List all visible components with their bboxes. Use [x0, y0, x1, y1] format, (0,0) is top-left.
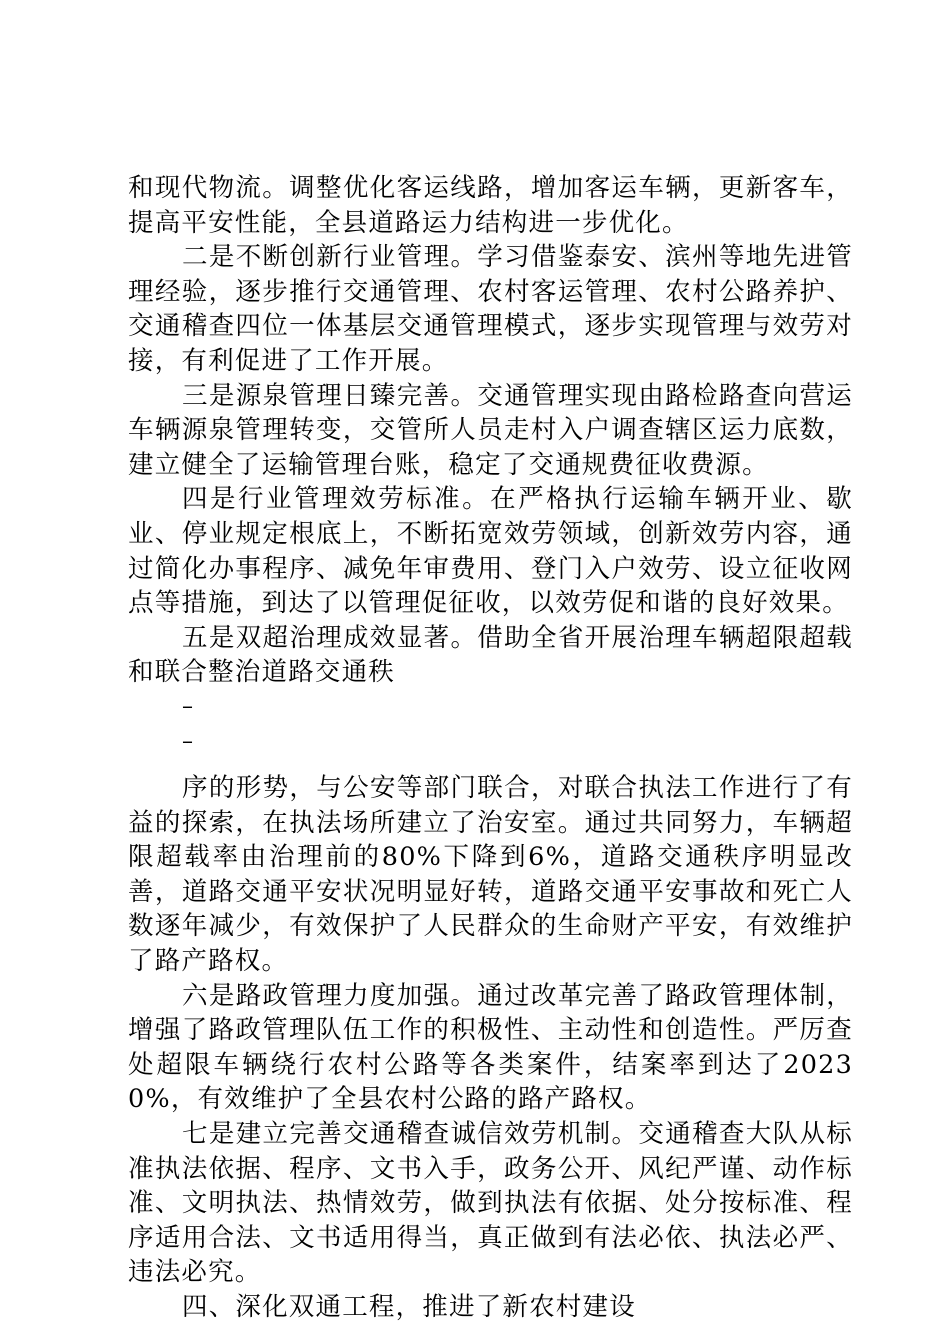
- paragraph-source-management: 三是源泉管理日臻完善。交通管理实现由路检路查向营运车辆源泉管理转变，交管所人员走村入户调查辖区运力底数，建立健全了运输管理台账，稳定了交通规费征收费源。: [128, 380, 853, 480]
- document-body: [128, 171, 853, 1325]
- page-break-mark: –: [182, 728, 193, 754]
- section-heading-dual-access-project: 四、深化双通工程，推进了新农村建设: [182, 1292, 636, 1322]
- paragraph-industry-management-innovation: 二是不断创新行业管理。学习借鉴泰安、滨州等地先进管理经验，逐步推行交通管理、农村客运管理、农村公路养护、交通稽查四位一体基层交通管理模式，逐步实现管理与效劳对接，有利促进了工作开展。: [128, 242, 853, 376]
- page-break-mark: –: [182, 693, 193, 719]
- paragraph-joint-enforcement: 序的形势，与公安等部门联合，对联合执法工作进行了有益的探索，在执法场所建立了治安室。通过共同努力，车辆超限超载率由治理前的80%下降到6%，道路交通秩序明显改善，道路交通平安状况明显好转，道路交通平安事故和死亡人数逐年减少，有效保护了人民群众的生命财产平安，有效维护了路产路权。: [128, 773, 853, 977]
- paragraph-service-standard: 四是行业管理效劳标准。在严格执行运输车辆开业、歇业、停业规定根底上，不断拓宽效劳领域，创新效劳内容，通过简化办事程序、减免年审费用、登门入户效劳、设立征收网点等措施，到达了以管理促征收，以效劳促和谐的良好效果。: [128, 484, 853, 619]
- paragraph-overload-governance: 五是双超治理成效显著。借助全省开展治理车辆超限超载和联合整治道路交通秩: [128, 622, 853, 688]
- paragraph-modern-logistics: 和现代物流。调整优化客运线路，增加客运车辆，更新客车，提高平安性能，全县道路运力结构进一步优化。: [128, 173, 853, 238]
- page-break-spacer: [128, 759, 853, 771]
- paragraph-road-administration: 六是路政管理力度加强。通过改革完善了路政管理体制，增强了路政管理队伍工作的积极性、主动性和创造性。严厉查处超限车辆绕行农村公路等各类案件，结案率到达了20230%，有效维护了全县农村公路的路产路权。: [128, 980, 853, 1115]
- paragraph-inspection-integrity: 七是建立完善交通稽查诚信效劳机制。交通稽查大队从标准执法依据、程序、文书入手，政务公开、风纪严谨、动作标准、文明执法、热情效劳，做到执法有依据、处分按标准、程序适用合法、文书适用得当，真正做到有法必依、执法必严、违法必究。: [128, 1119, 853, 1288]
